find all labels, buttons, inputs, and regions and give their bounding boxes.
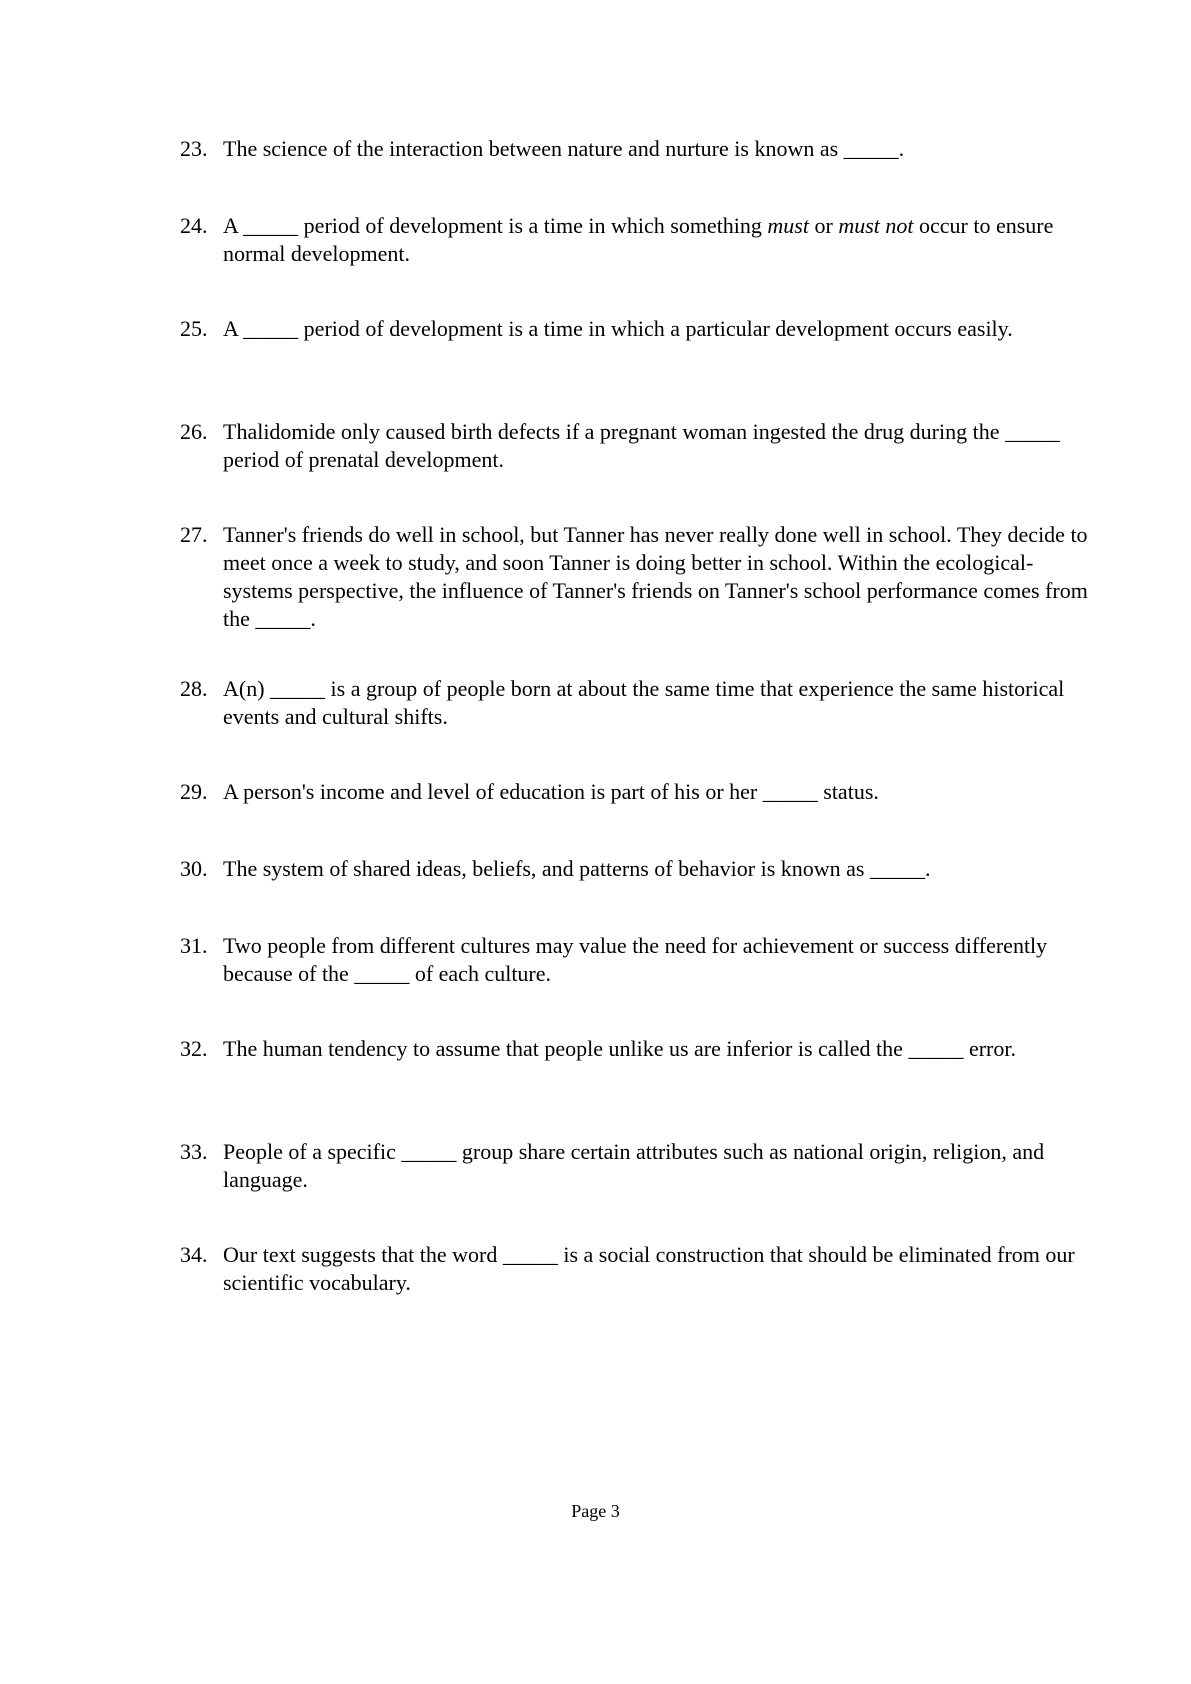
question-text [223, 135, 1093, 163]
text-segment: Two people from different cultures may value the need for achievement or success differently because of the _____ of each culture. [223, 933, 1048, 986]
page-number: Page 3 [571, 1501, 620, 1521]
question-text [223, 855, 1093, 883]
question-text [223, 418, 1093, 474]
question-number: 32. [180, 1036, 208, 1061]
text-segment: Tanner's friends do well in school, but Tanner has never really done well in school. They decide to meet once a week to study, and soon Tanner is doing better in school. Within the ecological-systems perspective, the influence of Tanner's friends on Tanner's school performance comes from the _____. [223, 522, 1088, 631]
text-segment: The human tendency to assume that people unlike us are inferior is called the _____ error. [223, 1036, 1016, 1061]
text-segment: A person's income and level of education is part of his or her _____ status. [223, 779, 879, 804]
question-text [223, 1138, 1093, 1194]
question-text [223, 212, 1093, 268]
question-text [223, 1241, 1093, 1297]
question-number: 23. [180, 136, 208, 161]
text-segment: The science of the interaction between nature and nurture is known as _____. [223, 136, 905, 161]
text-segment: People of a specific _____ group share certain attributes such as national origin, religion, and language. [223, 1139, 1045, 1192]
question-number: 34. [180, 1242, 208, 1267]
question-text [223, 521, 1093, 633]
question-number: 26. [180, 419, 208, 444]
text-segment: occur to ensure normal development. [223, 213, 1054, 266]
question-number: 30. [180, 856, 208, 881]
question-text [223, 675, 1093, 731]
text-segment: or [808, 213, 839, 238]
text-segment: The system of shared ideas, beliefs, and patterns of behavior is known as _____. [223, 856, 931, 881]
question-number: 31. [180, 933, 208, 958]
question-number: 29. [180, 779, 208, 804]
emphasis-text: must not [838, 213, 914, 238]
question-number: 33. [180, 1139, 208, 1164]
question-text [223, 932, 1093, 988]
text-segment: A(n) _____ is a group of people born at about the same time that experience the same historical events and cultural shifts. [223, 676, 1065, 729]
text-segment: Thalidomide only caused birth defects if a pregnant woman ingested the drug during the _____ period of prenatal development. [223, 419, 1060, 472]
question-text [223, 1035, 1093, 1063]
question-number: 28. [180, 676, 208, 701]
question-number: 27. [180, 522, 208, 547]
text-segment: A _____ period of development is a time in which a particular development occurs easily. [223, 316, 1013, 341]
text-segment: A _____ period of development is a time in which something [223, 213, 768, 238]
question-number: 24. [180, 213, 208, 238]
question-text [223, 315, 1093, 343]
text-segment: Our text suggests that the word _____ is a social construction that should be eliminated from our scientific vocabulary. [223, 1242, 1075, 1295]
question-text [223, 778, 1093, 806]
question-number: 25. [180, 316, 208, 341]
emphasis-text: must [767, 213, 809, 238]
